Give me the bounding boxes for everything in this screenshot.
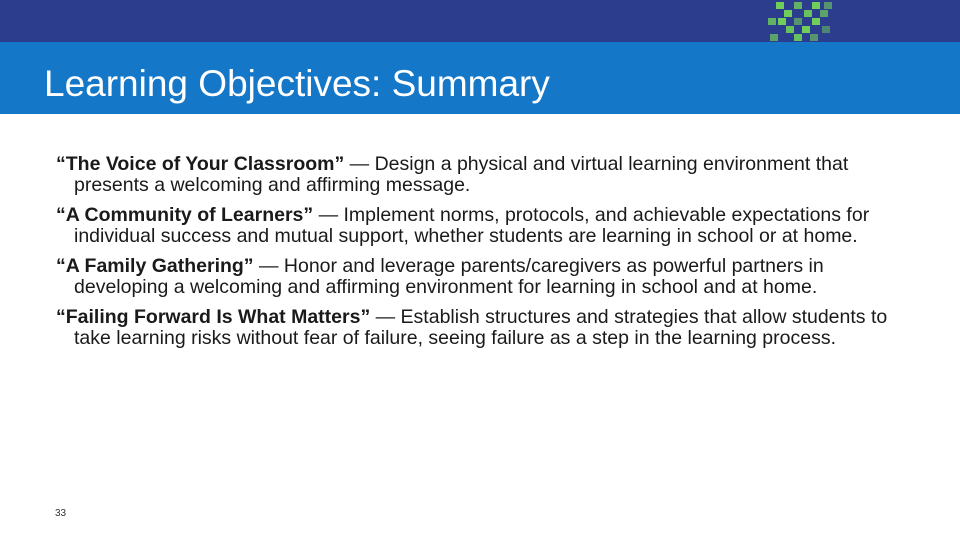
objective-item bbox=[56, 307, 906, 349]
objective-item bbox=[56, 256, 906, 298]
slide-title: Learning Objectives: Summary bbox=[44, 63, 550, 104]
objective-title: “A Community of Learners” bbox=[56, 204, 314, 226]
objective-text: Establish structures and strategies that allow students to take learning risks without fear of failure, seeing failure as a step in the learning process. bbox=[74, 306, 888, 349]
header-band bbox=[0, 0, 960, 42]
objective-item bbox=[56, 205, 906, 247]
objectives-list bbox=[56, 154, 906, 358]
objective-title: “The Voice of Your Classroom” bbox=[56, 153, 345, 175]
objective-item bbox=[56, 154, 906, 196]
objective-text: Design a physical and virtual learning environment that presents a welcoming and affirming message. bbox=[74, 153, 849, 196]
objective-separator: — bbox=[370, 306, 401, 328]
page-number: 33 bbox=[55, 508, 67, 519]
pixel-pattern-icon bbox=[764, 0, 834, 42]
objective-title: “A Family Gathering” bbox=[56, 255, 254, 277]
objective-title: “Failing Forward Is What Matters” bbox=[56, 306, 371, 328]
objective-text: Implement norms, protocols, and achievable expectations for individual success and mutual support, whether students are learning in school or at home. bbox=[74, 204, 870, 247]
objective-separator: — bbox=[253, 255, 284, 277]
objective-separator: — bbox=[313, 204, 344, 226]
objective-separator: — bbox=[344, 153, 375, 175]
objective-text: Honor and leverage parents/caregivers as powerful partners in developing a welcoming and affirming environment for learning in school and at home. bbox=[74, 255, 824, 298]
